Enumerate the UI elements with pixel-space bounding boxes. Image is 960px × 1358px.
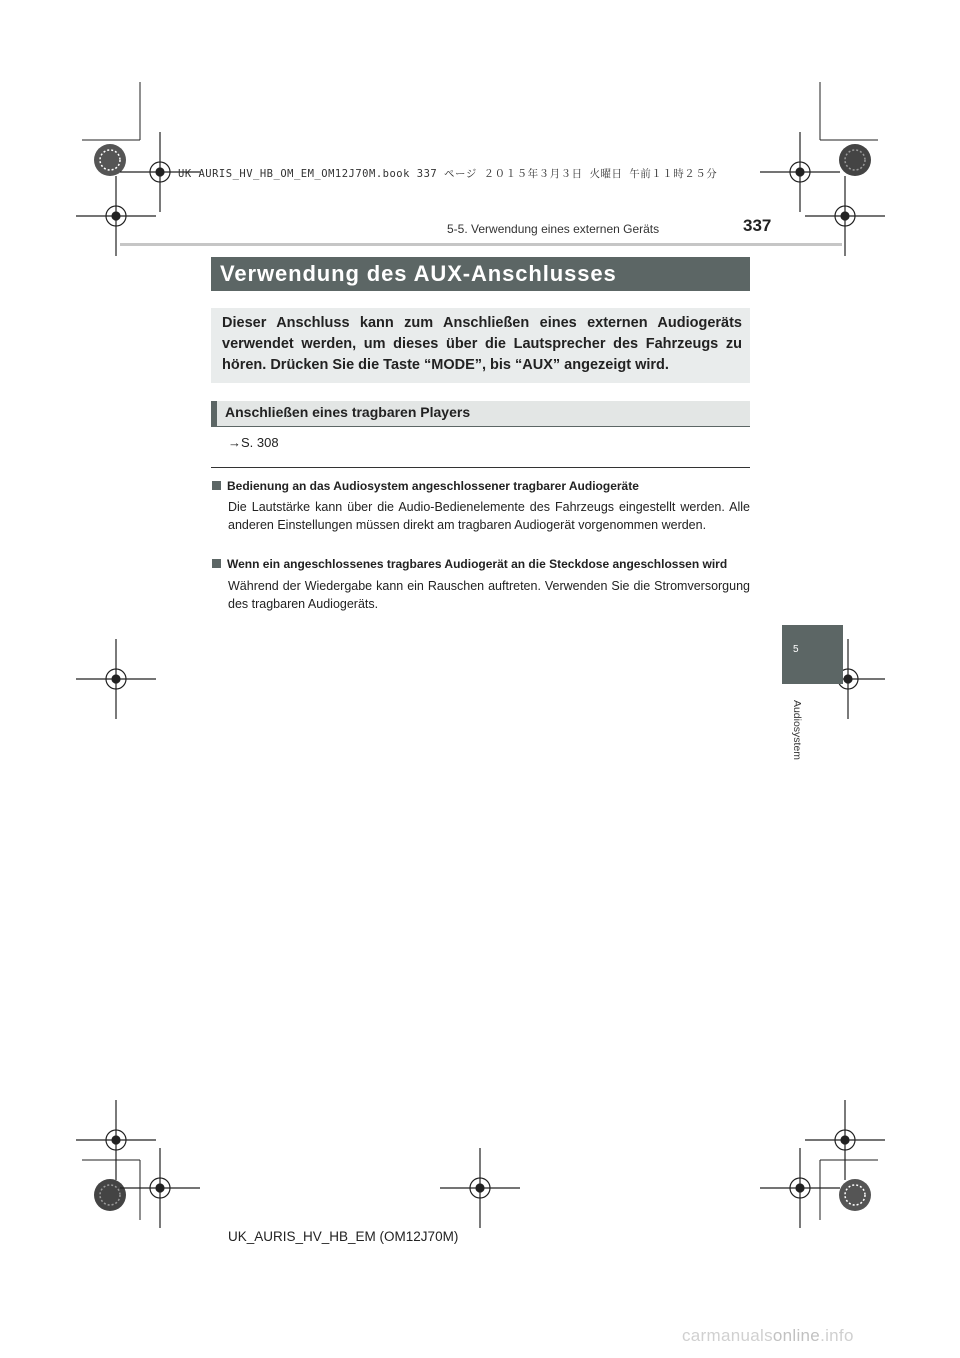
note-item	[212, 478, 750, 534]
header-section-title: 5-5. Verwendung eines externen Geräts	[447, 222, 660, 236]
note-heading: Bedienung an das Audiosystem angeschlossener tragbarer Audiogeräte	[212, 478, 750, 494]
watermark: carmanualsonline.info	[682, 1326, 854, 1345]
chapter-tab	[782, 625, 843, 684]
note-item	[212, 556, 750, 613]
footer-doc-code: UK_AURIS_HV_HB_EM (OM12J70M)	[228, 1229, 459, 1244]
square-bullet-icon	[212, 481, 221, 490]
note-heading: Wenn ein angeschlossenes tragbares Audiogerät an die Steckdose angeschlossen wird	[212, 556, 750, 572]
print-info-line: UK AURIS_HV_HB_OM_EM_OM12J70M.book 337 ページ ２０１５年３月３日 火曜日 午前１１時２５分	[178, 168, 718, 180]
chapter-label: Audiosystem	[791, 699, 803, 761]
page-reference-link[interactable]: →S. 308	[228, 435, 279, 450]
intro-text: Dieser Anschluss kann zum Anschließen eines externen Audiogeräts verwendet werden, um dieses über die Lautsprecher des Fahrzeugs zu hören. Drücken Sie die Taste “MODE”, bis “AUX” angezeigt wird.	[222, 315, 742, 373]
header-rule	[120, 243, 842, 246]
notes-divider	[211, 467, 750, 468]
chapter-number: 5	[793, 644, 799, 655]
subsection-title: Anschließen eines tragbaren Players	[225, 404, 471, 420]
note-body: Die Lautstärke kann über die Audio-Bedienelemente des Fahrzeugs eingestellt werden. Alle anderen Einstellungen müssen direkt am tragbaren Audiogerät vorgenommen werden.	[228, 500, 750, 532]
starburst-mark-bottom-right	[839, 1179, 871, 1211]
subsection-accent	[211, 401, 217, 427]
square-bullet-icon	[212, 559, 221, 568]
page-number: 337	[743, 216, 772, 235]
crosshair-marks	[76, 132, 885, 1228]
starburst-mark-bottom-left	[94, 1179, 126, 1211]
note-body: Während der Wiedergabe kann ein Rauschen auftreten. Verwenden Sie die Stromversorgung des tragbaren Audiogeräts.	[228, 579, 750, 611]
starburst-mark-top-left	[94, 144, 126, 176]
starburst-mark-top-right	[839, 144, 871, 176]
page-title: Verwendung des AUX-Anschlusses	[220, 261, 617, 286]
